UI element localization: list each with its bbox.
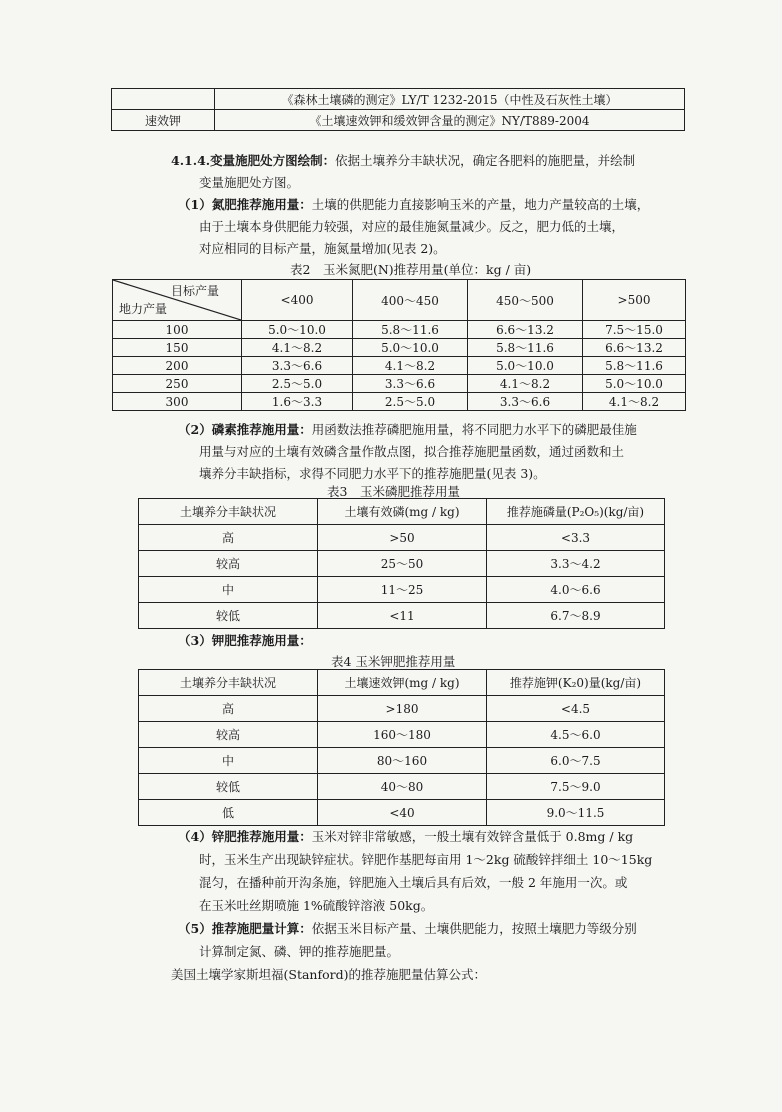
table-cell: 7.5～9.0 [487, 774, 665, 800]
paragraph-text: 土壤的供肥能力直接影响玉米的产量，地力产量较高的土壤， [311, 197, 650, 212]
column-header: 450～500 [468, 280, 583, 321]
table-cell: 5.0～10.0 [242, 321, 353, 339]
diag-label-bottom: 地力产量 [119, 302, 168, 316]
table-cell: 5.8～11.6 [353, 321, 468, 339]
column-header: 土壤养分丰缺状况 [139, 499, 318, 525]
table-cell: 5.0～10.0 [468, 357, 583, 375]
table-cell: 3.3～4.2 [487, 551, 665, 577]
column-header: 400～450 [353, 280, 468, 321]
table-cell: 11～25 [318, 577, 487, 603]
table-cell: 3.3～6.6 [353, 375, 468, 393]
table-row [113, 375, 686, 393]
table-row [139, 800, 665, 826]
paragraph-text: 玉米对锌非常敏感，一般土壤有效锌含量低于 0.8mg / kg [311, 829, 634, 844]
paragraph-heading: （4）锌肥推荐施用量： [178, 829, 312, 844]
table-cell: 4.1～8.2 [242, 339, 353, 357]
table-cell: 高 [139, 696, 318, 722]
table-cell: 5.0～10.0 [353, 339, 468, 357]
table-cell: 5.8～11.6 [583, 357, 686, 375]
table-cell: 较高 [139, 722, 318, 748]
table-cell: 较低 [139, 774, 318, 800]
table-cell: 6.6～13.2 [583, 339, 686, 357]
table-caption: 表3 玉米磷肥推荐用量 [327, 484, 460, 499]
paragraph-line: 用量与对应的土壤有效磷含量作散点图，拟合推荐施肥量函数，通过函数和土 [199, 444, 625, 459]
table-cell: 250 [113, 375, 242, 393]
paragraph-text: 依据土壤养分丰缺状况，确定各肥料的施肥量，并绘制 [335, 153, 636, 168]
paragraph-nitrogen [178, 194, 649, 215]
table-cell: 150 [113, 339, 242, 357]
column-header: 土壤养分丰缺状况 [139, 670, 318, 696]
diag-label-top: 目标产量 [170, 284, 219, 298]
paragraph-line: 壤养分丰缺指标，求得不同肥力水平下的推荐施肥量(见表 3)。 [199, 466, 546, 481]
table-cell: 《土壤速效钾和缓效钾含量的测定》NY/T889-2004 [215, 110, 685, 131]
table-cell: 6.6～13.2 [468, 321, 583, 339]
paragraph-line: 混匀，在播种前开沟条施，锌肥施入土壤后具有后效，一般 2 年施用一次。或 [199, 875, 628, 890]
paragraph-phosphorus [178, 419, 637, 440]
table-cell: 4.1～8.2 [583, 393, 686, 411]
table-cell: 4.1～8.2 [353, 357, 468, 375]
potassium-table [138, 669, 665, 826]
table-cell: 高 [139, 525, 318, 551]
table-row [113, 393, 686, 411]
table-row [139, 696, 665, 722]
paragraph-potassium [178, 630, 312, 651]
table-cell: <40 [318, 800, 487, 826]
paragraph-text: 依据玉米目标产量、土壤供肥能力，按照土壤肥力等级分别 [311, 921, 637, 936]
table-cell: 40～80 [318, 774, 487, 800]
table-cell: 低 [139, 800, 318, 826]
table-cell: 7.5～15.0 [583, 321, 686, 339]
table-cell: 速效钾 [112, 110, 215, 131]
table-cell: 6.7～8.9 [487, 603, 665, 629]
table-cell: 2.5～5.0 [242, 375, 353, 393]
paragraph-heading: （2）磷素推荐施用量： [178, 422, 312, 437]
paragraph-heading: （5）推荐施肥量计算： [178, 921, 312, 936]
column-header: 推荐施磷量(P₂O₅)(kg/亩) [487, 499, 665, 525]
table-row [139, 577, 665, 603]
table-cell: 2.5～5.0 [353, 393, 468, 411]
diagonal-header-cell [113, 280, 242, 321]
table-cell: <11 [318, 603, 487, 629]
table-cell: 较低 [139, 603, 318, 629]
method-table [111, 88, 685, 131]
table-cell: 较高 [139, 551, 318, 577]
phosphorus-table [138, 498, 665, 629]
section-4-1-4 [171, 150, 635, 171]
paragraph-line: 变量施肥处方图。 [199, 175, 300, 190]
table-caption: 表4 玉米钾肥推荐用量 [331, 654, 456, 669]
section-heading: 4.1.4.变量施肥处方图绘制： [171, 153, 336, 168]
table-row [139, 722, 665, 748]
table-cell: 3.3～6.6 [468, 393, 583, 411]
paragraph-line: 由于土壤本身供肥能力较强，对应的最佳施氮量减少。反之，肥力低的土壤， [199, 219, 625, 234]
table-cell: 9.0～11.5 [487, 800, 665, 826]
table-cell: 3.3～6.6 [242, 357, 353, 375]
paragraph-calculation [178, 918, 637, 939]
table-cell [112, 89, 215, 110]
table-row [113, 339, 686, 357]
table-cell: 6.0～7.5 [487, 748, 665, 774]
table-cell: >180 [318, 696, 487, 722]
table-cell: 160～180 [318, 722, 487, 748]
table-caption: 表2 玉米氮肥(N)推荐用量(单位：kg / 亩) [290, 262, 532, 277]
paragraph-text: 用函数法推荐磷肥施用量，将不同肥力水平下的磷肥最佳施 [311, 422, 637, 437]
table-cell: 4.1～8.2 [468, 375, 583, 393]
table-cell: <4.5 [487, 696, 665, 722]
table-row [112, 89, 685, 110]
paragraph-heading: （1）氮肥推荐施用量： [178, 197, 312, 212]
paragraph-heading: （3）钾肥推荐施用量： [178, 633, 312, 648]
table-cell: 4.5～6.0 [487, 722, 665, 748]
paragraph-zinc [178, 826, 633, 847]
table-cell: 100 [113, 321, 242, 339]
table-cell: 200 [113, 357, 242, 375]
table-cell: 中 [139, 577, 318, 603]
table-header-row [113, 280, 686, 321]
table-cell: 80～160 [318, 748, 487, 774]
table-row [113, 321, 686, 339]
paragraph-line: 时，玉米生产出现缺锌症状。锌肥作基肥每亩用 1～2kg 硫酸锌拌细土 10～15kg [199, 852, 653, 867]
paragraph-line: 美国土壤学家斯坦福(Stanford)的推荐施肥量估算公式： [171, 967, 486, 982]
paragraph-line: 在玉米吐丝期喷施 1%硫酸锌溶液 50kg。 [199, 898, 434, 913]
column-header: <400 [242, 280, 353, 321]
table-row [112, 110, 685, 131]
table-cell: 4.0～6.6 [487, 577, 665, 603]
paragraph-line: 计算制定氮、磷、钾的推荐施肥量。 [199, 944, 400, 959]
table-row [139, 774, 665, 800]
table-cell: 5.8～11.6 [468, 339, 583, 357]
table-cell: 中 [139, 748, 318, 774]
paragraph-line: 对应相同的目标产量，施氮量增加(见表 2)。 [199, 241, 446, 256]
table-header-row [139, 670, 665, 696]
nitrogen-table [112, 279, 686, 411]
table-row [139, 748, 665, 774]
table-row [139, 551, 665, 577]
table-cell: 25～50 [318, 551, 487, 577]
table-cell: >50 [318, 525, 487, 551]
table-header-row [139, 499, 665, 525]
table-row [139, 603, 665, 629]
table-cell: 300 [113, 393, 242, 411]
column-header: 推荐施钾(K₂0)量(kg/亩) [487, 670, 665, 696]
table-row [113, 357, 686, 375]
column-header: 土壤有效磷(mg / kg) [318, 499, 487, 525]
column-header: >500 [583, 280, 686, 321]
table-row [139, 525, 665, 551]
column-header: 土壤速效钾(mg / kg) [318, 670, 487, 696]
table-cell: <3.3 [487, 525, 665, 551]
table-cell: 1.6～3.3 [242, 393, 353, 411]
table-cell: 5.0～10.0 [583, 375, 686, 393]
table-cell: 《森林土壤磷的测定》LY/T 1232-2015（中性及石灰性土壤） [215, 89, 685, 110]
